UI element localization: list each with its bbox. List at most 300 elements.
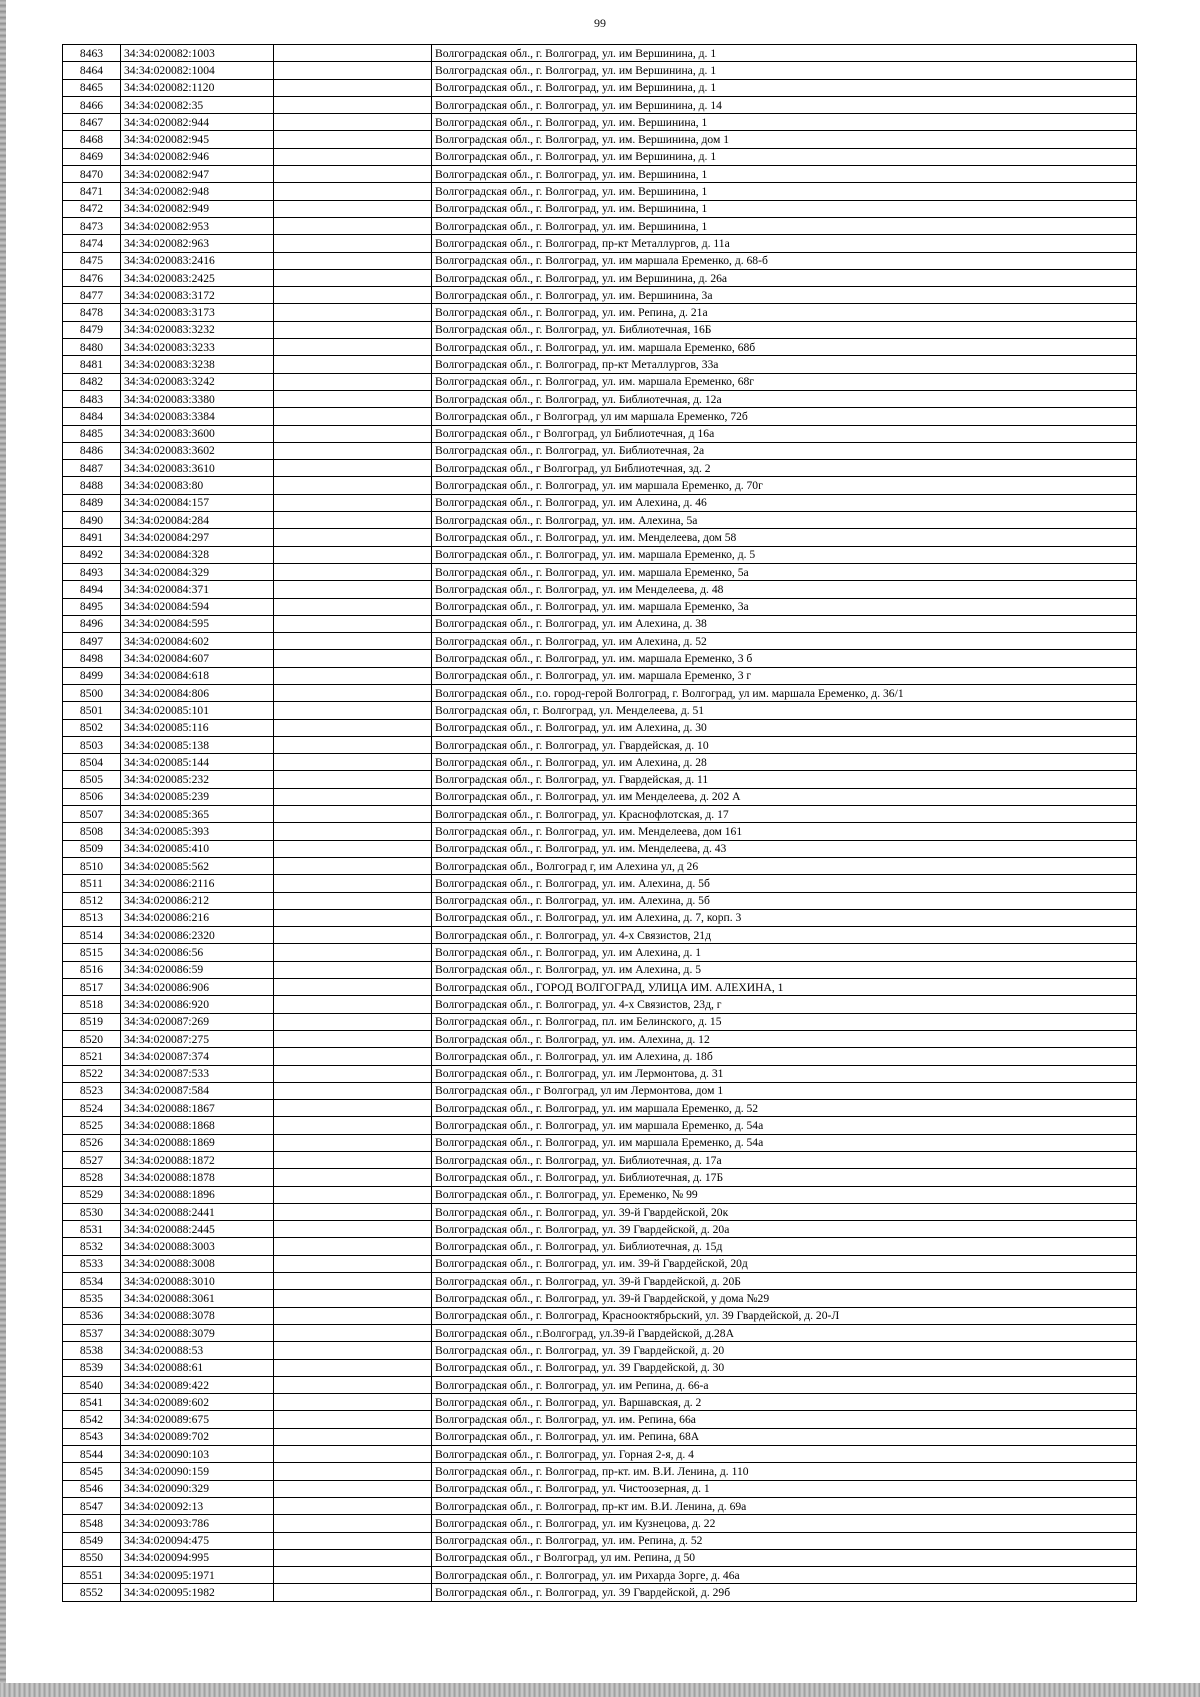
address: Волгоградская обл., г. Волгоград, ул. им Вершинина, д. 1 [432, 79, 1137, 96]
empty-cell [274, 235, 432, 252]
cadastral-number: 34:34:020085:562 [121, 857, 274, 874]
row-number: 8469 [63, 148, 121, 165]
empty-cell [274, 183, 432, 200]
row-number: 8533 [63, 1255, 121, 1272]
empty-cell [274, 512, 432, 529]
table-row [63, 563, 1137, 580]
row-number: 8465 [63, 79, 121, 96]
row-number: 8499 [63, 667, 121, 684]
empty-cell [274, 1359, 432, 1376]
cadastral-number: 34:34:020083:3232 [121, 321, 274, 338]
address: Волгоградская обл., г. Волгоград, ул. Еременко, № 99 [432, 1186, 1137, 1203]
cadastral-number: 34:34:020088:3010 [121, 1273, 274, 1290]
table-row [63, 1273, 1137, 1290]
table-row [63, 114, 1137, 131]
cadastral-number: 34:34:020084:806 [121, 684, 274, 701]
empty-cell [274, 1307, 432, 1324]
empty-cell [274, 1480, 432, 1497]
cadastral-number: 34:34:020087:584 [121, 1082, 274, 1099]
empty-cell [274, 996, 432, 1013]
row-number: 8493 [63, 563, 121, 580]
address: Волгоградская обл., г. Волгоград, ул. Чистоозерная, д. 1 [432, 1480, 1137, 1497]
scan-edge-left [0, 0, 6, 1697]
address: Волгоградская обл., г. Волгоград, Краснооктябрьский, ул. 39 Гвардейской, д. 20-Л [432, 1307, 1137, 1324]
address: Волгоградская обл., г. Волгоград, ул. Краснофлотская, д. 17 [432, 806, 1137, 823]
table-row [63, 62, 1137, 79]
table-row [63, 148, 1137, 165]
table-row [63, 615, 1137, 632]
address: Волгоградская обл., г. Волгоград, ул. им. Вершинина, 1 [432, 217, 1137, 234]
empty-cell [274, 460, 432, 477]
row-number: 8503 [63, 736, 121, 753]
empty-cell [274, 477, 432, 494]
row-number: 8482 [63, 373, 121, 390]
empty-cell [274, 909, 432, 926]
row-number: 8506 [63, 788, 121, 805]
table-row [63, 356, 1137, 373]
empty-cell [274, 1515, 432, 1532]
row-number: 8501 [63, 702, 121, 719]
empty-cell [274, 442, 432, 459]
empty-cell [274, 961, 432, 978]
table-row [63, 460, 1137, 477]
empty-cell [274, 1273, 432, 1290]
table-row [63, 1238, 1137, 1255]
empty-cell [274, 754, 432, 771]
address: Волгоградская обл., г. Волгоград, ул. Библиотечная, д. 12а [432, 390, 1137, 407]
cadastral-number: 34:34:020087:374 [121, 1048, 274, 1065]
address: Волгоградская обл., г. Волгоград, ул. им маршала Еременко, д. 54а [432, 1117, 1137, 1134]
address: Волгоградская обл., г. Волгоград, ул. 39 Гвардейской, д. 20 [432, 1342, 1137, 1359]
table-row [63, 339, 1137, 356]
empty-cell [274, 546, 432, 563]
table-row [63, 1048, 1137, 1065]
row-number: 8467 [63, 114, 121, 131]
address: Волгоградская обл., г. Волгоград, ул. 39 Гвардейской, д. 29б [432, 1584, 1137, 1601]
table-row [63, 1567, 1137, 1584]
table-row [63, 892, 1137, 909]
address: Волгоградская обл., г. Волгоград, ул. им Алехина, д. 5 [432, 961, 1137, 978]
row-number: 8508 [63, 823, 121, 840]
address: Волгоградская обл., г. Волгоград, ул. им Менделеева, д. 48 [432, 581, 1137, 598]
table-row [63, 857, 1137, 874]
address: Волгоградская обл., г. Волгоград, ул. им. Репина, 68А [432, 1428, 1137, 1445]
row-number: 8524 [63, 1100, 121, 1117]
cadastral-number: 34:34:020088:3078 [121, 1307, 274, 1324]
address: Волгоградская обл., г. Волгоград, ул. им. маршала Еременко, 68г [432, 373, 1137, 390]
table-row [63, 684, 1137, 701]
empty-cell [274, 1100, 432, 1117]
cadastral-number: 34:34:020084:284 [121, 512, 274, 529]
table-row [63, 1255, 1137, 1272]
table-row [63, 1117, 1137, 1134]
row-number: 8552 [63, 1584, 121, 1601]
cadastral-number: 34:34:020082:35 [121, 96, 274, 113]
cadastral-number: 34:34:020088:3061 [121, 1290, 274, 1307]
table-row [63, 1549, 1137, 1566]
empty-cell [274, 373, 432, 390]
empty-cell [274, 217, 432, 234]
row-number: 8488 [63, 477, 121, 494]
table-row [63, 269, 1137, 286]
empty-cell [274, 875, 432, 892]
address: Волгоградская обл., г. Волгоград, ул. им Алехина, д. 7, корп. 3 [432, 909, 1137, 926]
cadastral-number: 34:34:020085:144 [121, 754, 274, 771]
table-row [63, 529, 1137, 546]
cadastral-number: 34:34:020084:607 [121, 650, 274, 667]
empty-cell [274, 1428, 432, 1445]
row-number: 8520 [63, 1030, 121, 1047]
row-number: 8489 [63, 494, 121, 511]
empty-cell [274, 321, 432, 338]
empty-cell [274, 1221, 432, 1238]
row-number: 8471 [63, 183, 121, 200]
address: Волгоградская обл., г. Волгоград, ул. им. Репина, д. 52 [432, 1532, 1137, 1549]
empty-cell [274, 1497, 432, 1514]
table-row [63, 304, 1137, 321]
cadastral-number: 34:34:020088:3003 [121, 1238, 274, 1255]
row-number: 8490 [63, 512, 121, 529]
address: Волгоградская обл., г. Волгоград, ул. 39 Гвардейской, д. 30 [432, 1359, 1137, 1376]
row-number: 8472 [63, 200, 121, 217]
empty-cell [274, 1238, 432, 1255]
cadastral-number: 34:34:020095:1971 [121, 1567, 274, 1584]
cadastral-number: 34:34:020089:422 [121, 1376, 274, 1393]
address: Волгоградская обл., г. Волгоград, ул. им маршала Еременко, д. 70г [432, 477, 1137, 494]
cadastral-number: 34:34:020084:371 [121, 581, 274, 598]
row-number: 8523 [63, 1082, 121, 1099]
cadastral-number: 34:34:020084:329 [121, 563, 274, 580]
address: Волгоградская обл., г.Волгоград, ул.39-й Гвардейской, д.28А [432, 1324, 1137, 1341]
row-number: 8476 [63, 269, 121, 286]
row-number: 8487 [63, 460, 121, 477]
row-number: 8540 [63, 1376, 121, 1393]
table-row [63, 667, 1137, 684]
empty-cell [274, 1065, 432, 1082]
row-number: 8511 [63, 875, 121, 892]
empty-cell [274, 702, 432, 719]
empty-cell [274, 615, 432, 632]
address: Волгоградская обл., г. Волгоград, ул. им Алехина, д. 18б [432, 1048, 1137, 1065]
row-number: 8519 [63, 1013, 121, 1030]
address: Волгоградская обл., г. Волгоград, ул. им. маршала Еременко, 5а [432, 563, 1137, 580]
cadastral-number: 34:34:020086:216 [121, 909, 274, 926]
cadastral-number: 34:34:020082:944 [121, 114, 274, 131]
address: Волгоградская обл., г. Волгоград, ул. Библиотечная, 16Б [432, 321, 1137, 338]
cadastral-number: 34:34:020086:2116 [121, 875, 274, 892]
address: Волгоградская обл., г.о. город-герой Волгоград, г. Волгоград, ул им. маршала Еременко, д. 36/1 [432, 684, 1137, 701]
table-row [63, 1186, 1137, 1203]
table-row [63, 1013, 1137, 1030]
row-number: 8466 [63, 96, 121, 113]
address: Волгоградская обл., г. Волгоград, ул. им Рихарда Зорге, д. 46а [432, 1567, 1137, 1584]
table-row [63, 1394, 1137, 1411]
address: Волгоградская обл., г. Волгоград, ул. им. Репина, 66а [432, 1411, 1137, 1428]
row-number: 8529 [63, 1186, 121, 1203]
row-number: 8536 [63, 1307, 121, 1324]
cadastral-number: 34:34:020082:947 [121, 166, 274, 183]
empty-cell [274, 633, 432, 650]
row-number: 8531 [63, 1221, 121, 1238]
cadastral-number: 34:34:020088:1869 [121, 1134, 274, 1151]
row-number: 8470 [63, 166, 121, 183]
cadastral-number: 34:34:020085:365 [121, 806, 274, 823]
address: Волгоградская обл., г. Волгоград, ул. им маршала Еременко, д. 54а [432, 1134, 1137, 1151]
empty-cell [274, 1567, 432, 1584]
address: Волгоградская обл., г Волгоград, ул Библиотечная, д 16а [432, 425, 1137, 442]
table-row [63, 1169, 1137, 1186]
cadastral-number: 34:34:020083:3233 [121, 339, 274, 356]
cadastral-number: 34:34:020082:953 [121, 217, 274, 234]
table-row [63, 581, 1137, 598]
row-number: 8521 [63, 1048, 121, 1065]
table-row [63, 736, 1137, 753]
address: Волгоградская обл., г. Волгоград, ул. Библиотечная, д. 17а [432, 1152, 1137, 1169]
empty-cell [274, 1532, 432, 1549]
address: Волгоградская обл., г. Волгоград, ул. им. 39-й Гвардейской, 20д [432, 1255, 1137, 1272]
row-number: 8534 [63, 1273, 121, 1290]
cadastral-number: 34:34:020086:2320 [121, 927, 274, 944]
table-row [63, 287, 1137, 304]
cadastral-number: 34:34:020093:786 [121, 1515, 274, 1532]
table-row [63, 183, 1137, 200]
table-row [63, 1134, 1137, 1151]
address: Волгоградская обл., г. Волгоград, ул. 39-й Гвардейской, д. 20Б [432, 1273, 1137, 1290]
address: Волгоградская обл., г. Волгоград, ул. им Вершинина, д. 26а [432, 269, 1137, 286]
address: Волгоградская обл., г. Волгоград, ул. им. Вершинина, 1 [432, 200, 1137, 217]
address: Волгоградская обл., Волгоград г, им Алехина ул, д 26 [432, 857, 1137, 874]
empty-cell [274, 1584, 432, 1601]
row-number: 8515 [63, 944, 121, 961]
address: Волгоградская обл., г Волгоград, ул им Лермонтова, дом 1 [432, 1082, 1137, 1099]
empty-cell [274, 62, 432, 79]
address: Волгоградская обл., г. Волгоград, ул. им. Алехина, д. 12 [432, 1030, 1137, 1047]
cadastral-number: 34:34:020087:533 [121, 1065, 274, 1082]
table-row [63, 131, 1137, 148]
table-row [63, 823, 1137, 840]
address: Волгоградская обл., г. Волгоград, пр-кт Металлургов, д. 11а [432, 235, 1137, 252]
empty-cell [274, 1463, 432, 1480]
table-row [63, 477, 1137, 494]
cadastral-number: 34:34:020095:1982 [121, 1584, 274, 1601]
table-row [63, 1480, 1137, 1497]
address: Волгоградская обл., г. Волгоград, пр-кт. им. В.И. Ленина, д. 110 [432, 1463, 1137, 1480]
address: Волгоградская обл., г. Волгоград, ул. им Вершинина, д. 1 [432, 62, 1137, 79]
row-number: 8517 [63, 979, 121, 996]
empty-cell [274, 96, 432, 113]
address: Волгоградская обл., г. Волгоград, ул. им Кузнецова, д. 22 [432, 1515, 1137, 1532]
cadastral-number: 34:34:020085:239 [121, 788, 274, 805]
address: Волгоградская обл., г. Волгоград, ул. им Вершинина, д. 14 [432, 96, 1137, 113]
cadastral-number: 34:34:020082:1004 [121, 62, 274, 79]
table-row [63, 702, 1137, 719]
row-number: 8513 [63, 909, 121, 926]
empty-cell [274, 823, 432, 840]
empty-cell [274, 79, 432, 96]
cadastral-number: 34:34:020085:116 [121, 719, 274, 736]
address: Волгоградская обл., г. Волгоград, ул. им маршала Еременко, д. 52 [432, 1100, 1137, 1117]
address: Волгоградская обл., г. Волгоград, ул. им. Вершинина, 1 [432, 114, 1137, 131]
row-number: 8546 [63, 1480, 121, 1497]
address: Волгоградская обл., г. Волгоград, пл. им Белинского, д. 15 [432, 1013, 1137, 1030]
cadastral-number: 34:34:020086:56 [121, 944, 274, 961]
empty-cell [274, 1134, 432, 1151]
table-row [63, 598, 1137, 615]
row-number: 8530 [63, 1203, 121, 1220]
empty-cell [274, 667, 432, 684]
address: Волгоградская обл., г. Волгоград, ул. им Репина, д. 66-а [432, 1376, 1137, 1393]
cadastral-number: 34:34:020083:3384 [121, 408, 274, 425]
address: Волгоградская обл., г. Волгоград, ул. им Лермонтова, д. 31 [432, 1065, 1137, 1082]
empty-cell [274, 771, 432, 788]
cadastral-number: 34:34:020082:946 [121, 148, 274, 165]
row-number: 8468 [63, 131, 121, 148]
address: Волгоградская обл., г. Волгоград, ул. Гвардейская, д. 11 [432, 771, 1137, 788]
table-row [63, 252, 1137, 269]
table-row [63, 1307, 1137, 1324]
empty-cell [274, 1549, 432, 1566]
empty-cell [274, 684, 432, 701]
row-number: 8551 [63, 1567, 121, 1584]
address: Волгоградская обл., г. Волгоград, ул. им. Вершинина, 1 [432, 183, 1137, 200]
address: Волгоградская обл., г. Волгоград, ул. им Алехина, д. 30 [432, 719, 1137, 736]
table-row [63, 1342, 1137, 1359]
address: Волгоградская обл., г. Волгоград, ул. им. Алехина, 5а [432, 512, 1137, 529]
table-row [63, 979, 1137, 996]
address: Волгоградская обл., г. Волгоград, ул. им Алехина, д. 52 [432, 633, 1137, 650]
row-number: 8492 [63, 546, 121, 563]
empty-cell [274, 45, 432, 62]
address: Волгоградская обл., г. Волгоград, ул. им. Репина, д. 21а [432, 304, 1137, 321]
empty-cell [274, 269, 432, 286]
cadastral-number: 34:34:020083:3602 [121, 442, 274, 459]
table-row [63, 754, 1137, 771]
address: Волгоградская обл., г Волгоград, ул Библиотечная, зд. 2 [432, 460, 1137, 477]
page-number: 99 [594, 16, 606, 30]
cadastral-number: 34:34:020088:1878 [121, 1169, 274, 1186]
empty-cell [274, 1169, 432, 1186]
table-row [63, 1324, 1137, 1341]
empty-cell [274, 1117, 432, 1134]
cadastral-number: 34:34:020084:297 [121, 529, 274, 546]
cadastral-number: 34:34:020083:2416 [121, 252, 274, 269]
cadastral-number: 34:34:020082:949 [121, 200, 274, 217]
row-number: 8535 [63, 1290, 121, 1307]
cadastral-number: 34:34:020084:594 [121, 598, 274, 615]
address: Волгоградская обл., г. Волгоград, ул. им. маршала Еременко, 3 г [432, 667, 1137, 684]
cadastral-number: 34:34:020094:995 [121, 1549, 274, 1566]
address: Волгоградская обл., г. Волгоград, ул. Библиотечная, 2а [432, 442, 1137, 459]
table-row [63, 1497, 1137, 1514]
row-number: 8483 [63, 390, 121, 407]
row-number: 8549 [63, 1532, 121, 1549]
cadastral-number: 34:34:020086:59 [121, 961, 274, 978]
empty-cell [274, 356, 432, 373]
cadastral-number: 34:34:020085:101 [121, 702, 274, 719]
address: Волгоградская обл., г. Волгоград, ул. им Алехина, д. 28 [432, 754, 1137, 771]
row-number: 8542 [63, 1411, 121, 1428]
empty-cell [274, 148, 432, 165]
table-row [63, 996, 1137, 1013]
empty-cell [274, 1290, 432, 1307]
table-row [63, 1532, 1137, 1549]
row-number: 8522 [63, 1065, 121, 1082]
cadastral-number: 34:34:020092:13 [121, 1497, 274, 1514]
row-number: 8504 [63, 754, 121, 771]
table-row [63, 1203, 1137, 1220]
empty-cell [274, 494, 432, 511]
empty-cell [274, 979, 432, 996]
row-number: 8532 [63, 1238, 121, 1255]
table-row [63, 1376, 1137, 1393]
address: Волгоградская обл., г Волгоград, ул им. Репина, д 50 [432, 1549, 1137, 1566]
row-number: 8486 [63, 442, 121, 459]
cadastral-number: 34:34:020083:3610 [121, 460, 274, 477]
address: Волгоградская обл., г. Волгоград, ул. им. Менделеева, дом 161 [432, 823, 1137, 840]
registry-table [62, 44, 1137, 1602]
empty-cell [274, 390, 432, 407]
empty-cell [274, 529, 432, 546]
cadastral-number: 34:34:020084:618 [121, 667, 274, 684]
address: Волгоградская обл., г Волгоград, ул им маршала Еременко, 72б [432, 408, 1137, 425]
row-number: 8484 [63, 408, 121, 425]
cadastral-number: 34:34:020088:1867 [121, 1100, 274, 1117]
row-number: 8491 [63, 529, 121, 546]
address: Волгоградская обл., г. Волгоград, пр-кт Металлургов, 33а [432, 356, 1137, 373]
empty-cell [274, 736, 432, 753]
row-number: 8481 [63, 356, 121, 373]
address: Волгоградская обл., г. Волгоград, ул. Гвардейская, д. 10 [432, 736, 1137, 753]
table-row [63, 1584, 1137, 1601]
cadastral-number: 34:34:020083:3173 [121, 304, 274, 321]
cadastral-number: 34:34:020086:906 [121, 979, 274, 996]
empty-cell [274, 166, 432, 183]
empty-cell [274, 1152, 432, 1169]
address: Волгоградская обл., г. Волгоград, ул. им. Вершинина, 1 [432, 166, 1137, 183]
cadastral-number: 34:34:020088:1872 [121, 1152, 274, 1169]
row-number: 8550 [63, 1549, 121, 1566]
cadastral-number: 34:34:020083:2425 [121, 269, 274, 286]
address: Волгоградская обл., г. Волгоград, ул. Библиотечная, д. 15д [432, 1238, 1137, 1255]
address: Волгоградская обл., г. Волгоград, ул. им Менделеева, д. 202 А [432, 788, 1137, 805]
cadastral-number: 34:34:020083:3242 [121, 373, 274, 390]
empty-cell [274, 114, 432, 131]
table-row [63, 546, 1137, 563]
row-number: 8547 [63, 1497, 121, 1514]
table-row [63, 390, 1137, 407]
table-row [63, 1446, 1137, 1463]
row-number: 8500 [63, 684, 121, 701]
empty-cell [274, 1255, 432, 1272]
address: Волгоградская обл, г. Волгоград, ул. Менделеева, д. 51 [432, 702, 1137, 719]
cadastral-number: 34:34:020088:3079 [121, 1324, 274, 1341]
table-row [63, 200, 1137, 217]
row-number: 8497 [63, 633, 121, 650]
row-number: 8526 [63, 1134, 121, 1151]
row-number: 8525 [63, 1117, 121, 1134]
empty-cell [274, 1411, 432, 1428]
row-number: 8494 [63, 581, 121, 598]
cadastral-number: 34:34:020084:602 [121, 633, 274, 650]
empty-cell [274, 1013, 432, 1030]
row-number: 8479 [63, 321, 121, 338]
address: Волгоградская обл., г. Волгоград, ул. им. маршала Еременко, 68б [432, 339, 1137, 356]
empty-cell [274, 650, 432, 667]
address: Волгоградская обл., г. Волгоград, ул. им. маршала Еременко, д. 5 [432, 546, 1137, 563]
address: Волгоградская обл., г. Волгоград, ул. им Вершинина, д. 1 [432, 45, 1137, 62]
address: Волгоградская обл., г. Волгоград, ул. им. маршала Еременко, 3 б [432, 650, 1137, 667]
row-number: 8545 [63, 1463, 121, 1480]
